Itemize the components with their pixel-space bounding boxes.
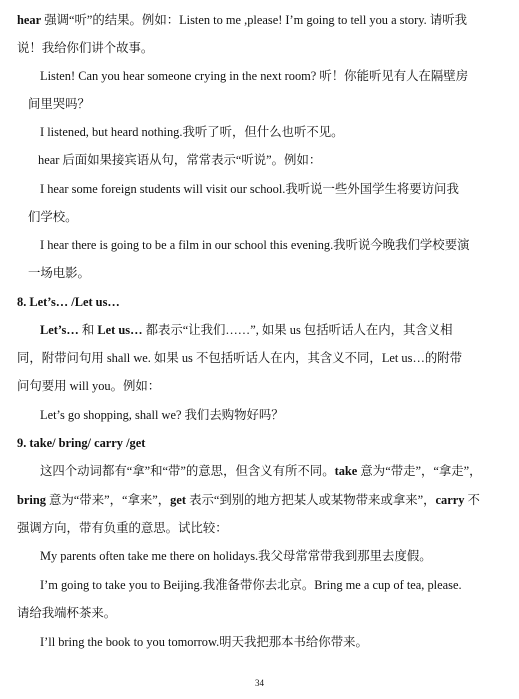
section-heading-8: 8. Let’s… /Let us… [17, 295, 120, 309]
example-film-line-1: I hear there is going to be a film in our school this evening.我听说今晚我们学校要演 [40, 238, 470, 252]
lets-text-2: 都表示“让我们……”, 如果 us 包括听话人在内，其含义相 [142, 323, 453, 337]
example-beijing-line-2: 请给我端杯茶来。 [17, 606, 117, 620]
example-listen-line-1: Listen! Can you hear someone crying in the next room? 听！你能听见有人在隔壁房 [40, 69, 469, 83]
example-shopping-line: Let’s go shopping, shall we? 我们去购物好吗？ [40, 408, 284, 422]
example-film-line-2: 一场电影。 [28, 266, 90, 280]
verbs-explanation-line-2 [0, 491, 519, 509]
hear-clause-note: hear 后面如果接宾语从句，常常表示“听说”。例如： [38, 153, 322, 167]
lets-text-1: 和 [78, 323, 98, 337]
example-parents-line: My parents often take me there on holidays.我父母常常带我到那里去度假。 [40, 549, 432, 563]
example-listen-line-2: 间里哭吗？ [28, 97, 90, 111]
verbs-text-5: 不 [464, 493, 480, 507]
verbs-text-2: 意为“带走”，“拿走”， [357, 464, 482, 478]
section-heading-9: 9. take/ bring/ carry /get [17, 436, 146, 450]
term-take: take [334, 464, 358, 478]
example-students-line-2: 们学校。 [28, 210, 78, 224]
term-hear: hear [17, 13, 42, 27]
verbs-text-4: 表示“到别的地方把某人或某物带来或拿来”， [185, 493, 436, 507]
example-students-line-1: I hear some foreign students will visit our school.我听说一些外国学生将要访问我 [40, 182, 459, 196]
verbs-text-3: 意为“带来”，“拿来”， [45, 493, 171, 507]
term-lets: Let’s… [40, 323, 79, 337]
lets-explanation-line-2: 同，附带问句用 shall we. 如果 us 不包括听话人在内，其含义不同，Let us…的附带 [17, 351, 463, 365]
lets-explanation-line-3: 问句要用 will you。例如： [17, 379, 161, 393]
verbs-text-1: 这四个动词都有“拿”和“带”的意思，但含义有所不同。 [40, 464, 335, 478]
term-carry: carry [435, 493, 465, 507]
page-number: 34 [255, 678, 264, 688]
hear-definition-text: 强调“听”的结果。例如：Listen to me ,please! I’m going to tell you a story. 请听我 [41, 13, 468, 27]
term-let-us: Let us… [97, 323, 143, 337]
paragraph-hear-line-1 [0, 11, 519, 29]
lets-explanation-line-1 [0, 321, 519, 339]
example-listened-line: I listened, but heard nothing.我听了听，但什么也听不见。 [40, 125, 344, 139]
paragraph-hear-line-2: 说！我给你们讲个故事。 [17, 41, 154, 55]
term-bring: bring [17, 493, 46, 507]
example-book-line: I’ll bring the book to you tomorrow.明天我把那本书给你带来。 [40, 635, 368, 649]
example-beijing-line-1: I’m going to take you to Beijing.我准备带你去北京。Bring me a cup of tea, please. [40, 578, 462, 592]
term-get: get [170, 493, 186, 507]
verbs-explanation-line-3: 强调方向，带有负重的意思。试比较： [17, 521, 228, 535]
verbs-explanation-line-1 [0, 462, 519, 480]
